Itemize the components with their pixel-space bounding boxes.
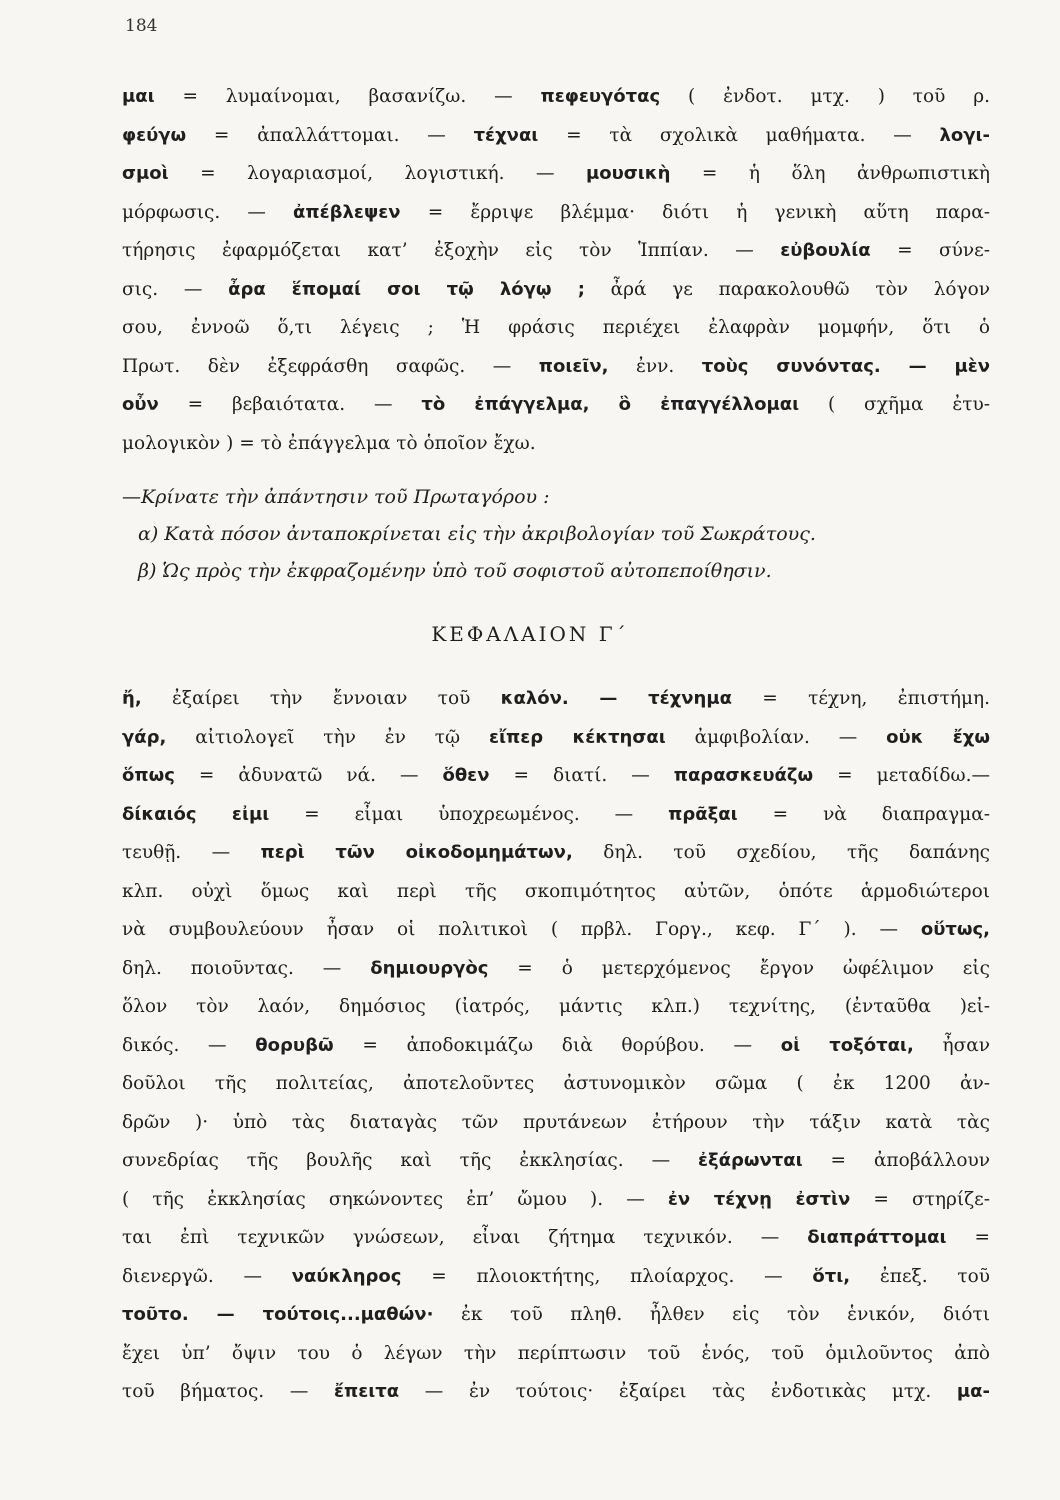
text-run: ἐκ τοῦ πληθ. ἦλθεν εἰς τὸν ἑνικόν, διότι: [433, 1304, 990, 1325]
glossary-term: οὖν: [122, 394, 159, 415]
glossary-term: ἆρα ἕπομαί σοι τῷ λόγῳ ;: [228, 278, 585, 300]
text-line: [122, 757, 990, 796]
text-run: = εἶμαι ὑποχρεωμένος. —: [269, 803, 669, 825]
glossary-term: δημιουργὸς: [370, 957, 489, 979]
text-run: νὰ συμβουλεύουν ἦσαν οἱ πολιτικοὶ ( πρβλ. Γοργ., κεφ. Γ΄ ). —: [122, 919, 921, 940]
text-run: — ἐν τούτοις· ἐξαίρει τὰς ἐνδοτικὰς μτχ.: [399, 1381, 957, 1402]
glossary-term: τοῦτο. — τούτοις...μαθών·: [122, 1304, 434, 1325]
glossary-term: ἤ,: [122, 688, 142, 709]
glossary-block-1: [122, 78, 990, 463]
text-run: =: [946, 1227, 990, 1248]
text-line: [122, 309, 990, 348]
text-run: ἀμφιβολίαν. —: [665, 726, 887, 748]
glossary-term: εἴπερ κέκτησαι: [489, 726, 666, 748]
glossary-term: θορυβῶ: [255, 1034, 334, 1056]
text-run: ἐξαίρει τὴν ἔννοιαν τοῦ: [141, 688, 501, 709]
text-run: ( σχῆμα ἐτυ-: [799, 394, 990, 415]
glossary-term: εὐβουλία: [780, 240, 871, 261]
text-line: [122, 1181, 990, 1220]
text-line: [122, 988, 990, 1027]
text-run: δρῶν )· ὑπὸ τὰς διαταγὰς τῶν πρυτάνεων ἐτήρουν τὴν τάξιν κατὰ τὰς: [122, 1111, 990, 1133]
text-line: [122, 1104, 990, 1143]
text-line: [122, 194, 990, 233]
text-run: = ἀδυνατῶ νά. —: [174, 765, 443, 786]
glossary-term: τέχναι: [473, 124, 539, 146]
text-line: [122, 873, 990, 912]
text-line: [122, 386, 990, 425]
glossary-term: πεφευγότας: [540, 86, 661, 107]
text-line: [122, 911, 990, 950]
glossary-term: οὐκ ἔχω: [886, 726, 990, 748]
text-run: ἐνν.: [608, 355, 702, 377]
text-run: ὅλον τὸν λαόν, δημόσιος (ἰατρός, μάντις κλπ.) τεχνίτης, (ἐνταῦθα )εἰ-: [122, 996, 990, 1017]
glossary-term: ὅθεν: [442, 765, 490, 786]
glossary-term: μουσικὴ: [586, 163, 671, 184]
text-run: ἔχει ὑπ’ ὄψιν του ὁ λέγων τὴν περίπτωσιν τοῦ ἑνός, τοῦ ὁμιλοῦντος ἀπὸ: [122, 1342, 990, 1364]
glossary-term: περὶ τῶν οἰκοδομημάτων,: [260, 842, 573, 863]
glossary-term: οὕτως,: [920, 919, 990, 940]
text-run: = ἔρριψε βλέμμα· διότι ἡ γενικὴ αὕτη παρα-: [400, 201, 990, 223]
text-line: [122, 425, 990, 464]
glossary-term: ὅτι,: [812, 1265, 851, 1287]
text-line: [122, 834, 990, 873]
question-a: α) Κατὰ πόσον ἀνταποκρίνεται εἰς τὴν ἀκριβολογίαν τοῦ Σωκράτους.: [138, 523, 816, 545]
text-run: αἰτιολογεῖ τὴν ἐν τῷ: [166, 726, 490, 748]
question-b: β) Ὡς πρὸς τὴν ἐκφραζομένην ὑπὸ τοῦ σοφιστοῦ αὐτοπεποίθησιν.: [138, 560, 772, 582]
glossary-term: γάρ,: [122, 726, 167, 748]
text-line: [122, 796, 990, 835]
glossary-term: φεύγω: [122, 124, 187, 146]
text-run: μολογικὸν ) = τὸ ἐπάγγελμα τὸ ὁποῖον ἔχω.: [122, 432, 536, 454]
text-run: = ἀπαλλάττομαι. —: [186, 124, 474, 146]
glossary-term: τὸ ἐπάγγελμα, ὃ ἐπαγγέλλομαι: [421, 394, 800, 415]
text-run: μόρφωσις. —: [122, 201, 294, 223]
text-run: τευθῇ. —: [122, 842, 261, 863]
text-run: = ἡ ὅλη ἀνθρωπιστικὴ: [670, 163, 990, 184]
text-line: [122, 1335, 990, 1374]
glossary-term: πρᾶξαι: [668, 803, 738, 825]
glossary-term: τοὺς συνόντας. — μὲν: [701, 355, 990, 377]
glossary-term: ἐξάρωνται: [697, 1150, 803, 1171]
text-run: κλπ. οὐχὶ ὅμως καὶ περὶ τῆς σκοπιμότητος αὐτῶν, ὁπότε ἁρμοδιώτεροι: [122, 880, 990, 902]
glossary-term: καλόν. — τέχνημα: [500, 688, 732, 709]
text-line: [122, 271, 990, 310]
glossary-term: διαπράττομαι: [807, 1227, 947, 1248]
text-run: = ἀποδοκιμάζω διὰ θορύβου. —: [333, 1034, 781, 1056]
text-run: = νὰ διαπραγμα-: [737, 803, 990, 825]
questions-block: [122, 479, 990, 590]
glossary-term: σμοὶ: [122, 163, 169, 184]
glossary-block-2: [122, 680, 990, 1412]
text-run: = ὁ μετερχόμενος ἔργον ὠφέλιμον εἰς: [488, 957, 990, 979]
text-line: [122, 950, 990, 989]
text-line: [122, 117, 990, 156]
text-line: [122, 1219, 990, 1258]
glossary-term: ὅπως: [122, 765, 175, 786]
text-run: διενεργῶ. —: [122, 1265, 292, 1287]
text-run: ( ἐνδοτ. μτχ. ) τοῦ ρ.: [660, 86, 990, 107]
glossary-term: ποιεῖν,: [538, 355, 609, 377]
text-run: = σύνε-: [870, 240, 990, 261]
text-line: [122, 1296, 990, 1335]
text-run: ἦσαν: [913, 1034, 990, 1056]
glossary-term: μα-: [956, 1381, 990, 1402]
text-line: [122, 680, 990, 719]
text-run: = λυμαίνομαι, βασανίζω. —: [154, 86, 541, 107]
glossary-term: δίκαιός εἰμι: [122, 803, 270, 825]
chapter-title: ΚΕΦΑΛΑΙΟΝ Γ΄: [431, 622, 629, 646]
text-run: δοῦλοι τῆς πολιτείας, ἀποτελοῦντες ἀστυνομικὸν σῶμα ( ἐκ 1200 ἀν-: [122, 1073, 990, 1094]
glossary-term: οἱ τοξόται,: [780, 1034, 914, 1056]
text-run: = ἀποβάλλουν: [802, 1150, 990, 1171]
text-run: = βεβαιότατα. —: [158, 394, 422, 415]
text-run: τοῦ βήματος. —: [122, 1381, 334, 1402]
glossary-term: ναύκληρος: [291, 1265, 402, 1287]
text-run: δηλ. τοῦ σχεδίου, τῆς δαπάνης: [572, 842, 990, 863]
text-line: [122, 232, 990, 271]
text-run: σις. —: [122, 278, 229, 300]
glossary-term: ἐν τέχνῃ ἐστὶν: [667, 1188, 851, 1210]
text-run: = λογαριασμοί, λογιστική. —: [168, 163, 586, 184]
text-run: δηλ. ποιοῦντας. —: [122, 957, 371, 979]
text-run: = μεταδίδω.—: [813, 765, 990, 786]
text-run: ἆρά γε παρακολουθῶ τὸν λόγον: [584, 278, 990, 300]
text-run: τήρησις ἐφαρμόζεται κατ’ ἐξοχὴν εἰς τὸν Ἱππίαν. —: [122, 240, 781, 261]
text-run: ( τῆς ἐκκλησίας σηκώνοντες ἐπ’ ὤμου ). —: [122, 1188, 668, 1210]
text-run: σου, ἐννοῶ ὅ,τι λέγεις ; Ἡ φράσις περιέχει ἐλαφρὰν μομφήν, ὅτι ὁ: [122, 317, 990, 338]
text-run: Πρωτ. δὲν ἐξεφράσθη σαφῶς. —: [122, 355, 539, 377]
text-line: [122, 1258, 990, 1297]
question-intro: —Κρίνατε τὴν ἀπάντησιν τοῦ Πρωταγόρου :: [122, 486, 550, 508]
text-line: [122, 1065, 990, 1104]
text-run: = στηρίζε-: [850, 1188, 990, 1210]
glossary-term: μαι: [122, 86, 155, 107]
text-run: = διατί. —: [489, 765, 674, 786]
text-line: [122, 1142, 990, 1181]
text-line: [122, 1027, 990, 1066]
page-number: 184: [125, 16, 158, 36]
text-run: δικός. —: [122, 1034, 256, 1056]
text-run: = τέχνη, ἐπιστήμη.: [731, 688, 990, 709]
glossary-term: ἀπέβλεψεν: [293, 201, 401, 223]
glossary-term: λογι-: [939, 124, 990, 146]
text-run: ἐπεξ. τοῦ: [850, 1265, 990, 1287]
glossary-term: ἔπειτα: [334, 1381, 400, 1402]
text-run: = πλοιοκτήτης, πλοίαρχος. —: [401, 1265, 813, 1287]
glossary-term: παρασκευάζω: [673, 765, 814, 786]
text-run: συνεδρίας τῆς βουλῆς καὶ τῆς ἐκκλησίας. —: [122, 1150, 698, 1171]
text-run: ται ἐπὶ τεχνικῶν γνώσεων, εἶναι ζήτημα τεχνικόν. —: [122, 1227, 808, 1248]
text-line: [122, 719, 990, 758]
text-run: = τὰ σχολικὰ μαθήματα. —: [538, 124, 940, 146]
text-line: [122, 1373, 990, 1412]
text-line: [122, 155, 990, 194]
text-line: [122, 348, 990, 387]
text-line: [122, 78, 990, 117]
